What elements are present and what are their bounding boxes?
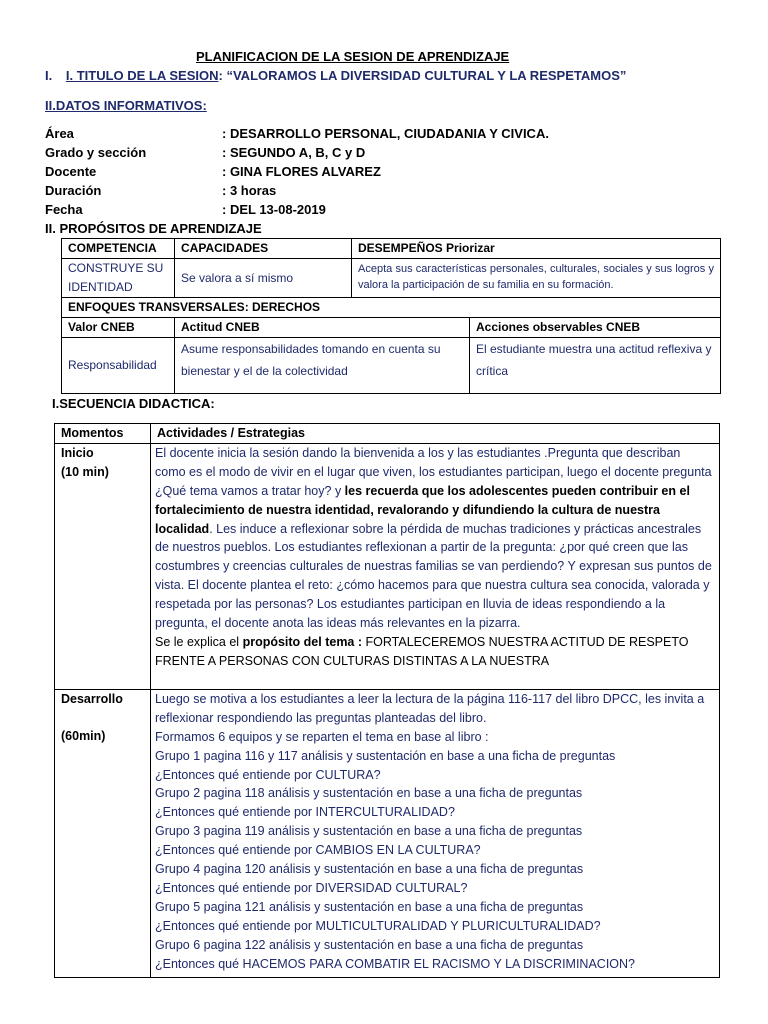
sequence-heading: I.SECUENCIA DIDACTICA:	[52, 396, 215, 411]
desarrollo-line: Formamos 6 equipos y se reparten el tema en base al libro :	[155, 729, 489, 744]
desarrollo-line: ¿Entonces qué HACEMOS PARA COMBATIR EL RACISMO Y LA DISCRIMINACION?	[155, 956, 635, 971]
session-title-line	[45, 67, 626, 85]
enfoques-row: ENFOQUES TRANSVERSALES: DERECHOS	[62, 298, 721, 318]
desarrollo-cell	[55, 689, 151, 977]
sequence-table	[54, 423, 720, 978]
inicio-text-a: El docente inicia la sesión dando la bienvenida a los y las estudiantes .Pregunta que describan como es el modo de vivir en el lugar que viven, los estudiantes participan, luego el docente pregunta ¿Qué tema vamos a tratar hoy? y	[155, 445, 712, 498]
desarrollo-line: Luego se motiva a los estudiantes a leer la lectura de la página 116-117 del libro DPCC, les invita a reflexionar respondiendo las preguntas planteadas del libro.	[155, 691, 705, 725]
info-label-duracion: Duración	[45, 183, 102, 198]
section1-sep: :	[218, 68, 223, 83]
col-desempenos: DESEMPEÑOS Priorizar	[352, 239, 721, 259]
inicio-time: (10 min)	[61, 464, 109, 479]
info-label-grado: Grado y sección	[45, 145, 147, 160]
desarrollo-line: Grupo 5 pagina 121 análisis y sustentación en base a una ficha de preguntas	[155, 899, 584, 914]
info-label-area: Área	[45, 126, 74, 141]
col-capacidades: CAPACIDADES	[175, 239, 352, 259]
desarrollo-line: ¿Entonces qué entiende por CAMBIOS EN LA CULTURA?	[155, 843, 481, 858]
capacidad-value: Se valora a sí mismo	[175, 259, 352, 298]
desarrollo-line: ¿Entonces qué entiende por INTERCULTURALIDAD?	[155, 805, 455, 820]
inicio-p2-a: Se le explica el	[155, 634, 243, 649]
inicio-label: Inicio	[61, 445, 94, 460]
main-title: PLANIFICACION DE LA SESION DE APRENDIZAJE	[196, 49, 510, 64]
info-value-grado: : SEGUNDO A, B, C y D	[222, 145, 366, 160]
info-value-docente: : GINA FLORES ALVAREZ	[222, 164, 381, 179]
desempeno-value: Acepta sus características personales, culturales, sociales y sus logros y valora la participación de su familia en su formación.	[352, 259, 721, 298]
desarrollo-time: (60min)	[61, 728, 106, 743]
section1-label: I. TITULO DE LA SESION	[65, 68, 219, 83]
col-competencia: COMPETENCIA	[62, 239, 175, 259]
info-value-fecha: : DEL 13-08-2019	[222, 202, 326, 217]
info-value-duracion: : 3 horas	[222, 183, 277, 198]
purposes-table	[61, 238, 721, 394]
desarrollo-line: ¿Entonces qué entiende por DIVERSIDAD CULTURAL?	[155, 880, 468, 895]
col-momentos: Momentos	[55, 424, 151, 444]
desarrollo-activities	[151, 689, 720, 977]
desarrollo-line: Grupo 6 pagina 122 análisis y sustentación en base a una ficha de preguntas	[155, 937, 584, 952]
valor-value: Responsabilidad	[62, 338, 175, 394]
session-title: “VALORAMOS LA DIVERSIDAD CULTURAL Y LA RESPETAMOS”	[226, 68, 627, 83]
desarrollo-line: Grupo 1 pagina 116 y 117 análisis y sustentación en base a una ficha de preguntas	[155, 748, 616, 763]
acciones-value: El estudiante muestra una actitud reflexiva y crítica	[470, 338, 721, 394]
col-actitud: Actitud CNEB	[175, 318, 470, 338]
inicio-cell	[55, 443, 151, 689]
section2-heading: II.DATOS INFORMATIVOS:	[45, 98, 207, 113]
inicio-text-b: . Les induce a reflexionar sobre la pérdida de muchas tradiciones y prácticas ancestrales de nuestros pueblos. Los estudiantes reflexionan a partir de la pregunta: ¿por qué creen que las costumbres y creencias culturales de nuestras familias se van perdiendo? Y expresan sus puntos de vista. El docente plantea el reto: ¿cómo hacemos para que nuestra cultura sea conocida, valorada y respetada por las personas? Los estudiantes participan en lluvia de ideas respondiendo a la pregunta, el docente anota las ideas más relevantes en la pizarra.	[155, 521, 712, 631]
desarrollo-line: Grupo 4 pagina 120 análisis y sustentación en base a una ficha de preguntas	[155, 862, 584, 877]
section1-prefix: I.	[45, 68, 53, 83]
inicio-paragraph-2	[155, 633, 713, 671]
col-acciones: Acciones observables CNEB	[470, 318, 721, 338]
inicio-paragraph-1	[155, 444, 713, 633]
desarrollo-line: Grupo 3 pagina 119 análisis y sustentación en base a una ficha de preguntas	[155, 824, 583, 839]
info-label-fecha: Fecha	[45, 202, 83, 217]
col-valor: Valor CNEB	[62, 318, 175, 338]
actitud-value: Asume responsabilidades tomando en cuenta su bienestar y el de la colectividad	[175, 338, 470, 394]
info-label-docente: Docente	[45, 164, 97, 179]
inicio-p2-b: FORTALECEREMOS NUESTRA ACTITUD DE RESPETO FRENTE A PERSONAS CON CULTURAS DISTINTAS A LA NUESTRA	[155, 634, 689, 668]
purposes-heading: II. PROPÓSITOS DE APRENDIZAJE	[45, 221, 262, 236]
competencia-value: CONSTRUYE SU IDENTIDAD	[62, 259, 175, 298]
info-value-area: : DESARROLLO PERSONAL, CIUDADANIA Y CIVICA.	[222, 126, 549, 141]
desarrollo-label: Desarrollo	[61, 691, 123, 706]
inicio-text-bold: les recuerda que los adolescentes pueden contribuir en el fortalecimiento de nuestra identidad, revalorando y difundiendo la cultura de nuestra localidad	[155, 483, 690, 536]
inicio-activities	[151, 443, 720, 689]
desarrollo-line: ¿Entonces qué entiende por CULTURA?	[155, 767, 381, 782]
desarrollo-line: ¿Entonces qué entiende por MULTICULTURALIDAD Y PLURICULTURALIDAD?	[155, 918, 601, 933]
inicio-p2-bold: propósito del tema :	[242, 634, 363, 649]
desarrollo-line: Grupo 2 pagina 118 análisis y sustentación en base a una ficha de preguntas	[155, 786, 583, 801]
col-actividades: Actividades / Estrategias	[151, 424, 720, 444]
